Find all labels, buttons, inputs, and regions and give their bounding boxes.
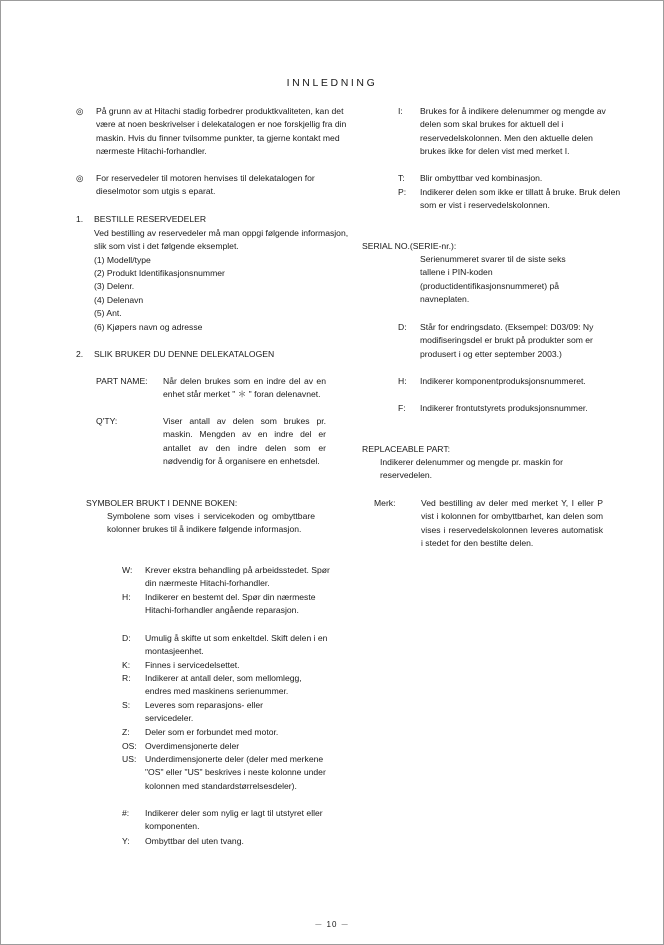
code-p-desc: Indikerer delen som ikke er tillatt å bruke. Bruk delen som er vist i reservedelskolonnen. (420, 187, 621, 211)
code-p: P: (398, 187, 407, 197)
symbol-desc-y: Ombyttbar del uten tvang. (145, 836, 244, 846)
serial-code-f: F: (398, 403, 406, 413)
code-i: I: (398, 106, 403, 116)
order-item-6: (6) Kjøpers navn og adresse (94, 322, 203, 332)
serial-code-d: D: (398, 322, 407, 332)
symbol-code-y: Y: (122, 836, 130, 846)
intro-paragraph-2: For reservedeler til motoren henvises til delekatalogen for dieselmotor som utgis s eparat. (96, 173, 315, 197)
order-item-3: (3) Delenr. (94, 281, 135, 291)
symbol-code-k: K: (122, 660, 131, 670)
serial-text: Serienummeret svarer til de siste seks tallene i PIN-koden (productidentifikasjonsnummeret) på navneplaten. (420, 254, 566, 305)
page-number: － 10 － (314, 920, 350, 929)
symbol-code-hash: #: (122, 808, 130, 818)
page-title: INNLEDNING (286, 77, 378, 89)
symbol-code-h: H: (122, 592, 131, 602)
term-qty: Q'TY: (96, 416, 118, 426)
symbol-desc-w: Krever ekstra behandling på arbeidsstedet. Spør din nærmeste Hitachi-forhandler. (145, 565, 330, 589)
serial-code-h-desc: Indikerer komponentproduksjonsnummeret. (420, 376, 586, 386)
replaceable-text: Indikerer delenummer og mengde pr. maskin for reservedelen. (380, 457, 563, 481)
serial-code-h: H: (398, 376, 407, 386)
symbol-desc-s: Leveres som reparasjons- eller servicedeler. (145, 700, 263, 724)
bullet-icon: ◎ (76, 106, 84, 116)
serial-code-d-desc: Står for endringsdato. (Eksempel: D03/09: Ny modifiseringsdel er brukt på produkter som er produsert i og etter september 2003.) (420, 322, 594, 359)
symbol-code-r: R: (122, 673, 131, 683)
symbol-desc-d: Umulig å skifte ut som enkeltdel. Skift delen i en montasjeenhet. (145, 633, 328, 657)
code-i-desc: Brukes for å indikere delenummer og mengde av delen som skal brukes for aktuell del i reservedelskolonnen. Men den aktuelle delen brukes ikke for delen vist med merket I. (420, 106, 606, 157)
symbol-code-d: D: (122, 633, 131, 643)
term-qty-def: Viser antall av delen som brukes pr. maskin. Mengden av en indre del er antallet av den indre delen som er nødvendig for å organisere en enhetsdel. (163, 416, 326, 467)
symbol-desc-z: Deler som er forbundet med motor. (145, 727, 279, 737)
serial-code-f-desc: Indikerer frontutstyrets produksjonsnummer. (420, 403, 588, 413)
section1-heading: BESTILLE RESERVEDELER (94, 214, 207, 224)
symbol-code-os: OS: (122, 741, 137, 751)
order-item-1: (1) Modell/type (94, 255, 151, 265)
note-label: Merk: (374, 498, 396, 508)
note-text: Ved bestilling av deler med merket Y, I eller P vist i kolonnen for ombyttbarhet, kan delen som vises i reservedelskolonnen leveres automatisk i stedet for den bestilte delen. (421, 498, 603, 549)
symbol-desc-os: Overdimensjonerte deler (145, 741, 240, 751)
symbol-code-w: W: (122, 565, 133, 575)
symbol-desc-h: Indikerer en bestemt del. Spør din nærmeste Hitachi-forhandler angående reparasjon. (145, 592, 316, 616)
replaceable-heading: REPLACEABLE PART: (362, 444, 451, 454)
symbols-heading: SYMBOLER BRUKT I DENNE BOKEN: (86, 498, 238, 508)
order-item-5: (5) Ant. (94, 308, 122, 318)
section2-number: 2. (76, 349, 84, 359)
intro-paragraph-1: På grunn av at Hitachi stadig forbedrer produktkvaliteten, kan det være at noen beskrivelser i delekatalogen er noe forskjellig fra din maskin. Hvis du finner tvilsomme punkter, ta gjerne kontakt med nærmeste Hitachi-forhandler. (96, 106, 347, 157)
symbol-code-us: US: (122, 754, 137, 764)
symbol-desc-hash: Indikerer deler som nylig er lagt til utstyret eller komponenten. (145, 808, 323, 832)
section1-number: 1. (76, 214, 84, 224)
symbol-desc-k: Finnes i servicedelsettet. (145, 660, 240, 670)
order-item-2: (2) Produkt Identifikasjonsnummer (94, 268, 225, 278)
code-t-desc: Blir ombyttbar ved kombinasjon. (420, 173, 543, 183)
section1-text: Ved bestilling av reservedeler må man oppgi følgende informasjon, slik som vist i det følgende eksemplet. (94, 228, 349, 252)
bullet-icon: ◎ (76, 173, 84, 183)
code-t: T: (398, 173, 405, 183)
symbol-desc-us: Underdimensjonerte deler (deler med merkene "OS" eller "US" beskrives i neste kolonne under kolonnen med standardstørrelsesdeler). (145, 754, 326, 791)
symbols-text: Symbolene som vises i servicekoden og ombyttbare kolonner brukes til å indikere følgende informasjon. (107, 511, 315, 535)
symbol-code-z: Z: (122, 727, 130, 737)
serial-heading: SERIAL NO.(SERIE-nr.): (362, 241, 457, 251)
order-item-4: (4) Delenavn (94, 295, 144, 305)
term-part-name: PART NAME: (96, 376, 148, 386)
symbol-code-s: S: (122, 700, 131, 710)
term-part-name-def: Når delen brukes som en indre del av en enhet står merket " ＊ " foran delenavnet. (163, 376, 326, 400)
symbol-desc-r: Indikerer at antall deler, som mellomlegg, endres med maskinens serienummer. (145, 673, 302, 697)
section2-heading: SLIK BRUKER DU DENNE DELEKATALOGEN (94, 349, 275, 359)
